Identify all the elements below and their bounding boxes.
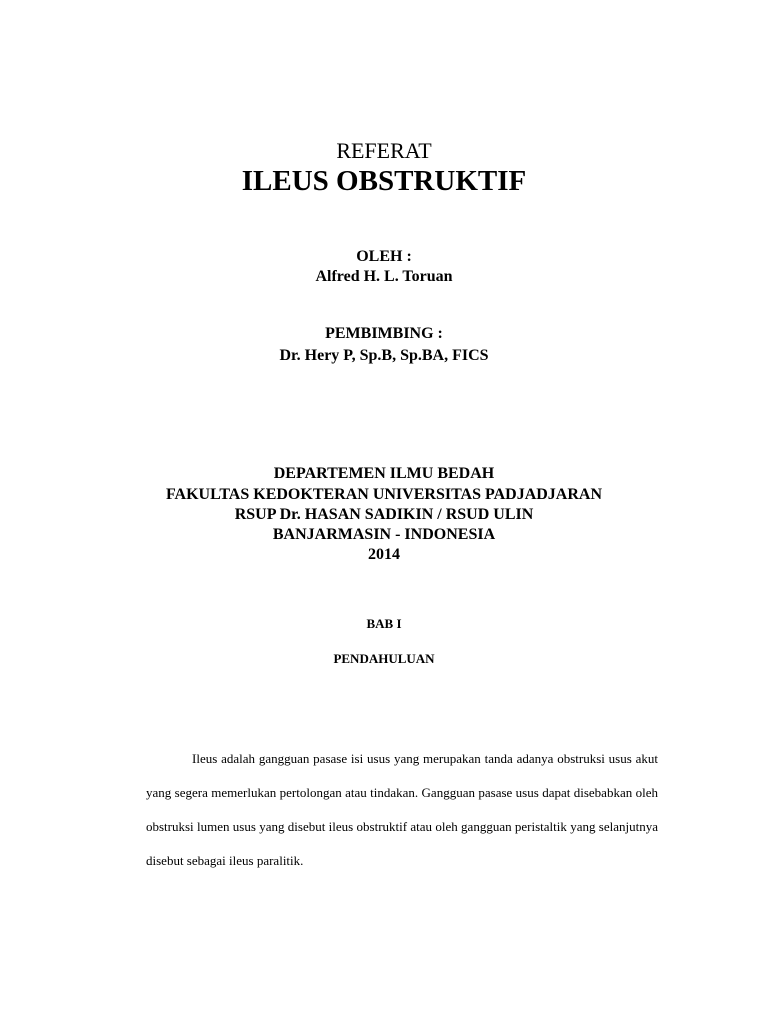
year: 2014 bbox=[368, 546, 400, 563]
hospital: RSUP Dr. HASAN SADIKIN / RSUD ULIN bbox=[234, 506, 534, 523]
document-title: ILEUS OBSTRUKTIF bbox=[241, 165, 527, 197]
author-name: Alfred H. L. Toruan bbox=[315, 268, 453, 285]
intro-paragraph-text: Ileus adalah gangguan pasase isi usus yang merupakan tanda adanya obstruksi usus akut yang segera memerlukan pertolongan atau tindakan. Gangguan pasase usus dapat disebabkan oleh obstruksi lumen usus yang disebut ileus obstruktif atau oleh gangguan peristaltik yang selanjutnya disebut sebagai ileus paralitik. bbox=[146, 751, 658, 868]
chapter-title: PENDAHULUAN bbox=[333, 651, 435, 666]
intro-paragraph bbox=[146, 742, 658, 878]
document-type-label: REFERAT bbox=[336, 138, 432, 163]
faculty: FAKULTAS KEDOKTERAN UNIVERSITAS PADJADJARAN bbox=[165, 486, 603, 503]
chapter-number: BAB I bbox=[366, 616, 402, 631]
author-label: OLEH : bbox=[356, 248, 412, 265]
city: BANJARMASIN - INDONESIA bbox=[272, 526, 496, 543]
department: DEPARTEMEN ILMU BEDAH bbox=[273, 465, 495, 482]
advisor-name: Dr. Hery P, Sp.B, Sp.BA, FICS bbox=[279, 347, 489, 364]
advisor-label: PEMBIMBING : bbox=[325, 325, 443, 342]
